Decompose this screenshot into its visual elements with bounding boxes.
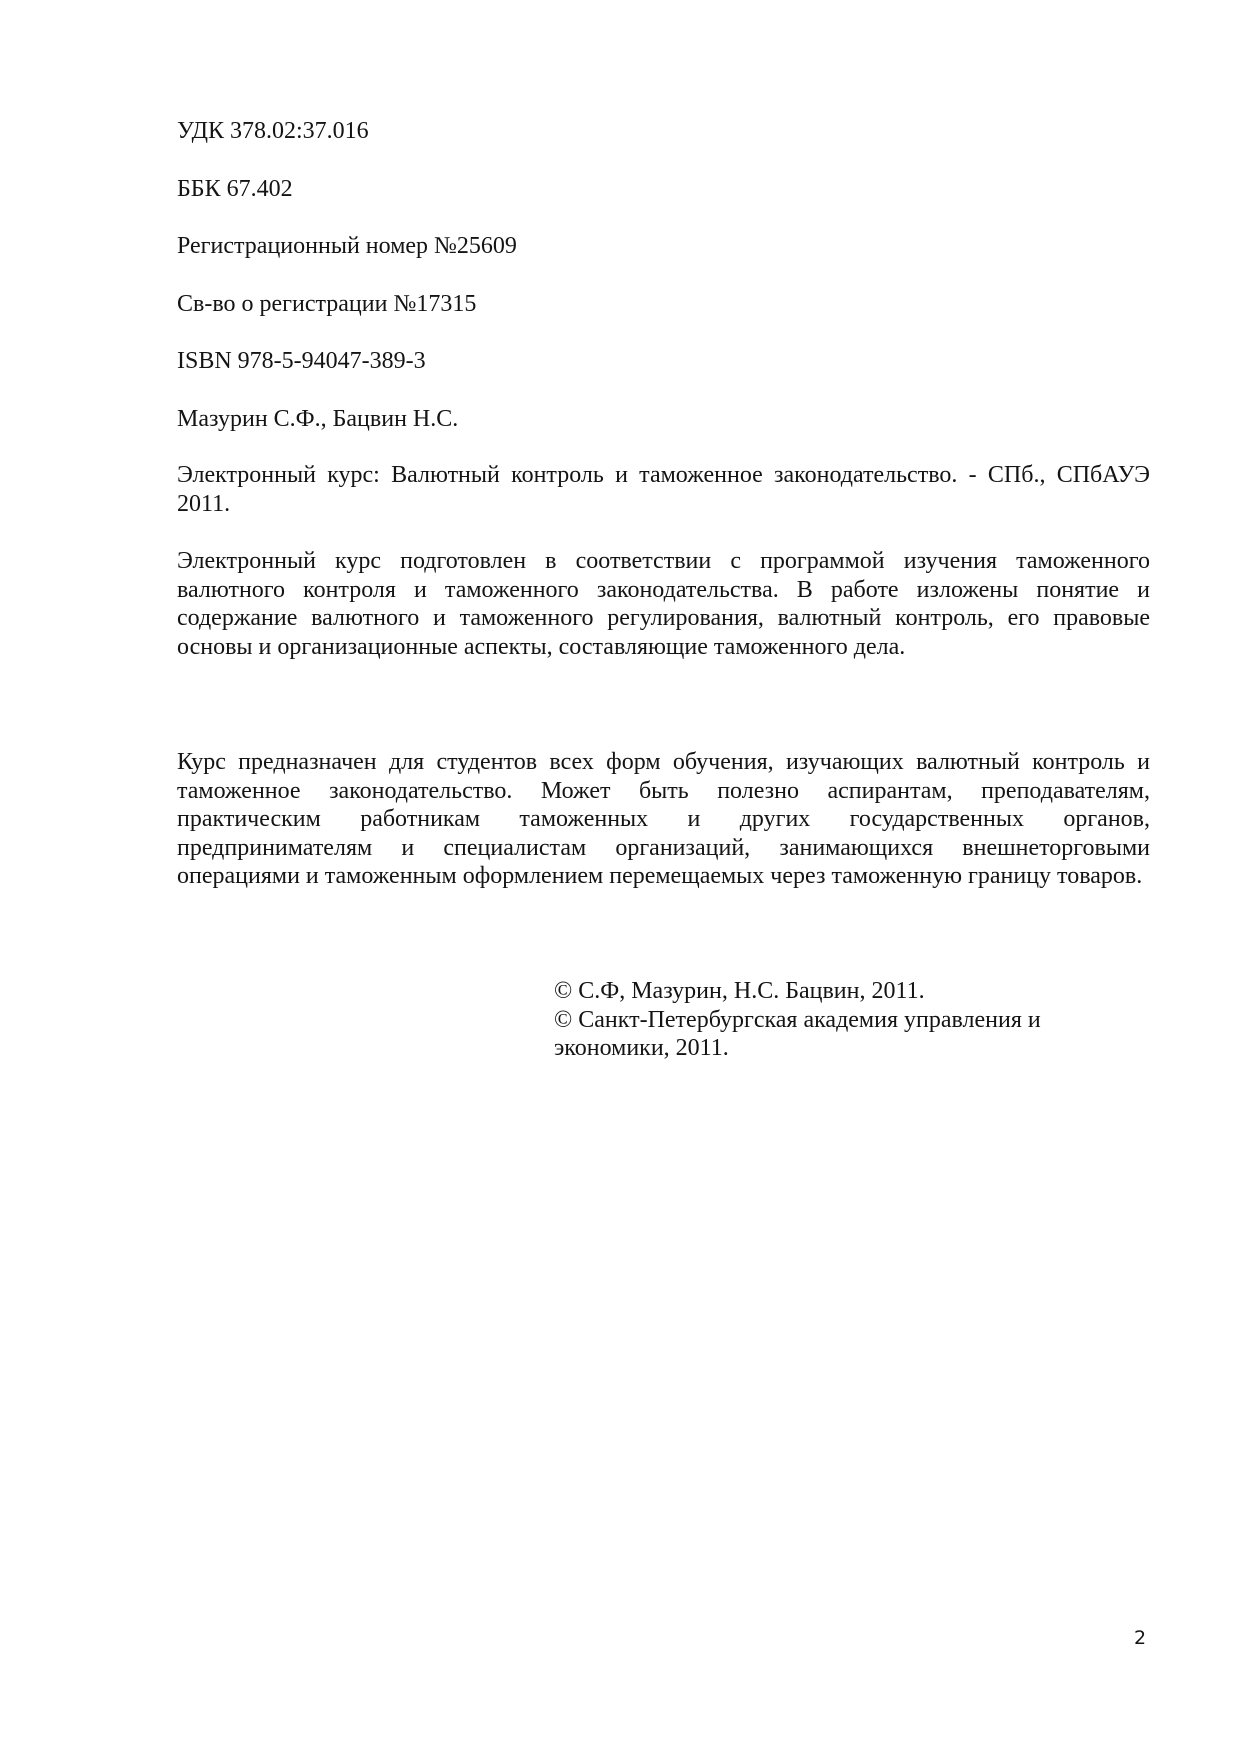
udk-code: УДК 378.02:37.016 <box>177 118 369 144</box>
page-number: 2 <box>1134 1627 1147 1649</box>
isbn: ISBN 978-5-94047-389-3 <box>177 348 426 374</box>
copyright-academy: © Санкт-Петербургская академия управления и <box>554 1006 1041 1033</box>
bbk-code: ББК 67.402 <box>177 176 293 202</box>
abstract-paragraph: Электронный курс подготовлен в соответствии с программой изучения таможенного валютного контроля и таможенного законодательства. В работе изложены понятие и содержание валютного и таможенного регулирования, валютный контроль, его правовые основы и организационные аспекты, составляющие таможенного дела. <box>177 548 1150 660</box>
authors: Мазурин С.Ф., Бацвин Н.С. <box>177 406 459 432</box>
bibliographic-entry: Электронный курс: Валютный контроль и таможенное законодательство. - СПб., СПбАУЭ 2011. <box>177 462 1150 517</box>
copyright-academy-cont: экономики, 2011. <box>554 1035 729 1061</box>
copyright-authors: © С.Ф, Мазурин, Н.С. Бацвин, 2011. <box>554 978 925 1004</box>
registration-certificate: Св-во о регистрации №17315 <box>177 291 477 317</box>
copyright-block <box>554 977 1114 1063</box>
registration-number: Регистрационный номер №25609 <box>177 233 517 259</box>
audience-paragraph: Курс предназначен для студентов всех форм обучения, изучающих валютный контроль и таможенное законодательство. Может быть полезно аспирантам, преподавателям, практическим работникам таможенных и других государственных органов, предпринимателям и специалистам организаций, занимающихся внешнеторговыми операциями и таможенным оформлением перемещаемых через таможенную границу товаров. <box>177 749 1150 889</box>
